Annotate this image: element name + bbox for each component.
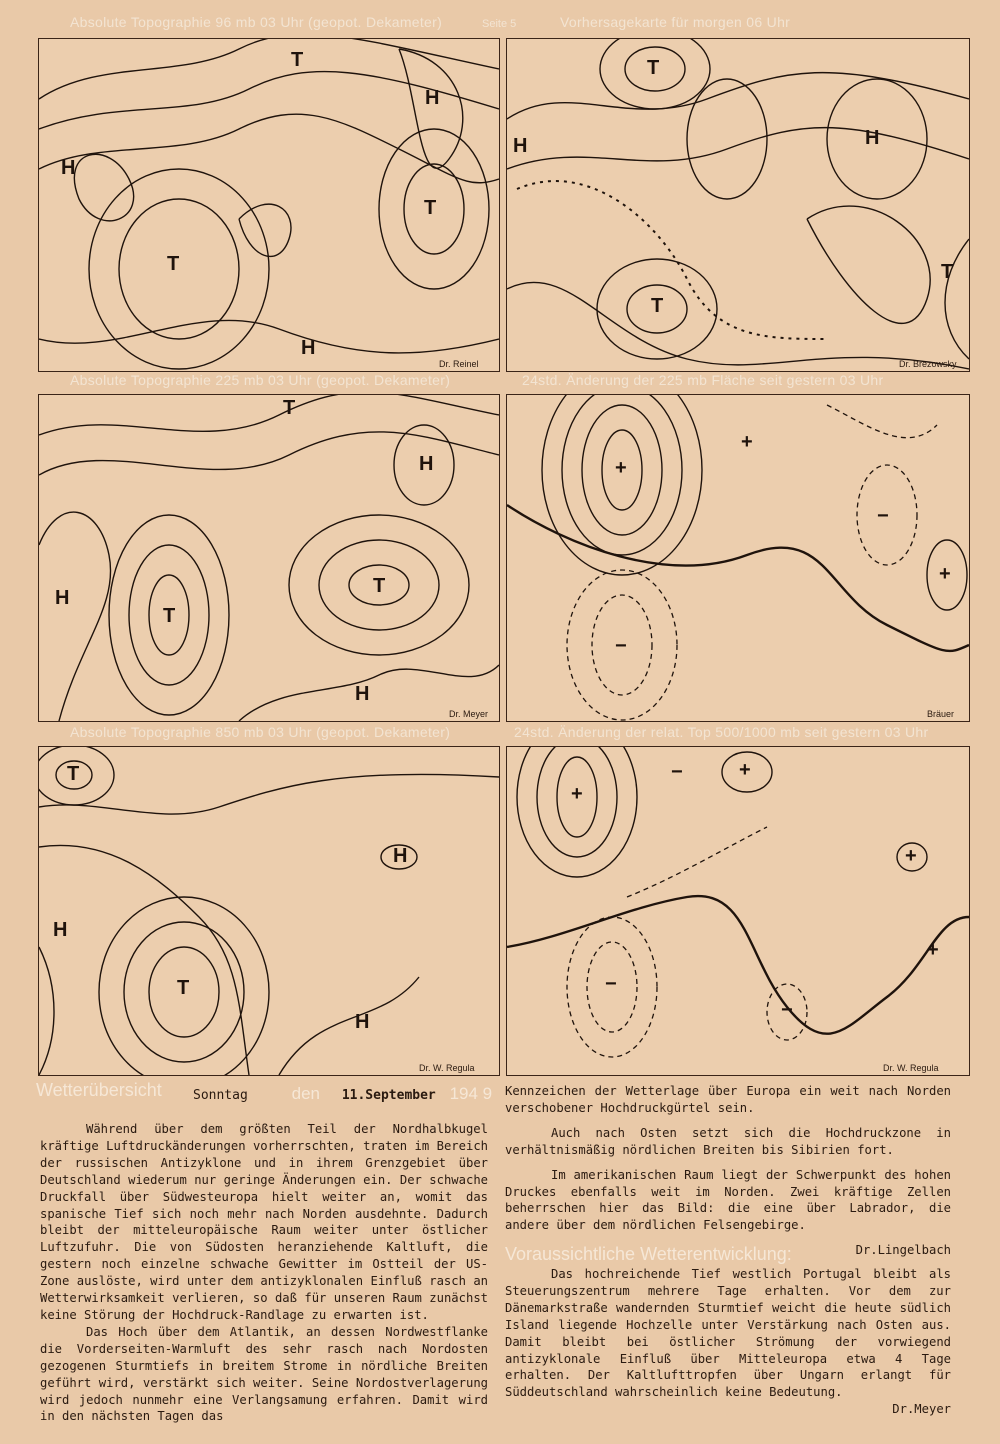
low-symbol: T bbox=[651, 295, 664, 317]
low-symbol: T bbox=[283, 397, 296, 419]
report-heading: Wetterübersicht bbox=[36, 1080, 162, 1100]
low-symbol: T bbox=[291, 49, 304, 71]
high-symbol: H bbox=[393, 845, 408, 867]
signature-meyer: Dr.Meyer bbox=[892, 1402, 951, 1417]
plus-sign: + bbox=[571, 783, 583, 805]
low-symbol: T bbox=[67, 763, 80, 785]
forecast-column bbox=[505, 1266, 951, 1418]
high-symbol: H bbox=[355, 1011, 370, 1033]
map-credit: Dr. Reinel bbox=[439, 359, 479, 369]
minus-sign: − bbox=[877, 505, 889, 527]
high-symbol: H bbox=[55, 587, 70, 609]
plus-sign: + bbox=[615, 457, 627, 479]
report-paragraph: Kennzeichen der Wetterlage über Europa ein weit nach Norden verschobener Hochdruckgürtel sein. bbox=[505, 1084, 951, 1115]
report-paragraph: Das Hoch über dem Atlantik, an dessen Nordwestflanke die Vorderseiten-Warmluft des sehr rasch nach Nordosten gezogenen Sturmtiefs in breitem Strome in nördliche Breiten geführt wird, verstärkt sich weiter. Seine Nordostverlagerung wird jedoch nunmehr eine Verlangsamung erfahren. Damit wird in den nächsten Tagen das bbox=[40, 1324, 488, 1424]
plus-sign: + bbox=[739, 759, 751, 781]
plus-sign: + bbox=[939, 563, 951, 585]
low-symbol: T bbox=[941, 261, 954, 283]
map-relat-top bbox=[506, 746, 970, 1076]
high-symbol: H bbox=[419, 453, 434, 475]
map-title-225mb: Absolute Topographie 225 mb 03 Uhr (geopot. Dekameter) bbox=[64, 372, 456, 388]
high-symbol: H bbox=[513, 135, 528, 157]
low-symbol: T bbox=[167, 253, 180, 275]
map-credit: Dr. W. Regula bbox=[883, 1063, 939, 1073]
high-symbol: H bbox=[301, 337, 316, 359]
report-column-2 bbox=[505, 1083, 951, 1259]
report-year: 194 9 bbox=[449, 1084, 493, 1103]
low-symbol: T bbox=[177, 977, 190, 999]
map-225mb-contours bbox=[39, 395, 499, 721]
plus-sign: + bbox=[741, 431, 753, 453]
map-title-96mb: Absolute Topographie 96 mb 03 Uhr (geopot. Dekameter) bbox=[64, 14, 448, 30]
map-credit: Bräuer bbox=[927, 709, 955, 719]
map-title-850mb: Absolute Topographie 850 mb 03 Uhr (geopot. Dekameter) bbox=[64, 724, 456, 740]
report-column-1 bbox=[40, 1121, 488, 1425]
plus-sign: + bbox=[905, 845, 917, 867]
map-850mb-contours bbox=[39, 747, 499, 1075]
forecast-heading: Voraussichtliche Wetterentwicklung: bbox=[505, 1244, 792, 1264]
map-title-225-change: 24std. Änderung der 225 mb Fläche seit gestern 03 Uhr bbox=[516, 372, 889, 388]
forecast-paragraph: Das hochreichende Tief westlich Portugal bleibt als Steuerungszentrum mehrere Tage erhalten. Vor dem zur Dänemarkstraße wandernden Sturmtief weicht die heute südlich Island liegende Hochzelle unter Verstärkung nach Osten aus. Damit bleibt bei östlicher Strömung der vorwiegend antizyklonale Einfluß über Mitteleuropa etwa 4 Tage erhalten. Der Kaltlufttropfen über Ungarn erlangt für Süddeutschland wahrscheinlich keine Bedeutung. bbox=[505, 1267, 951, 1400]
signature-lingelbach: Dr.Lingelbach bbox=[855, 1243, 951, 1258]
map-title-relat-top: 24std. Änderung der relat. Top 500/1000 mb seit gestern 03 Uhr bbox=[508, 724, 934, 740]
high-symbol: H bbox=[61, 157, 76, 179]
minus-sign: − bbox=[671, 761, 683, 783]
map-850mb bbox=[38, 746, 500, 1076]
low-symbol: T bbox=[163, 605, 176, 627]
map-title-forecast: Vorhersagekarte für morgen 06 Uhr bbox=[554, 14, 796, 30]
map-96mb bbox=[38, 38, 500, 372]
report-paragraph: Im amerikanischen Raum liegt der Schwerpunkt des hohen Druckes ebenfalls weit im Norden. Zwei kräftige Zellen beherrschen hier das Bild: die eine über Labrador, die andere über dem nördlichen Felsengebirge. bbox=[505, 1167, 951, 1233]
minus-sign: − bbox=[605, 973, 617, 995]
minus-sign: − bbox=[781, 999, 793, 1021]
map-225-change-lines bbox=[507, 395, 969, 721]
map-forecast bbox=[506, 38, 970, 372]
map-credit: Dr. Brezowsky bbox=[899, 359, 957, 369]
high-symbol: H bbox=[425, 87, 440, 109]
report-day: Sonntag bbox=[193, 1088, 248, 1103]
report-den: den bbox=[291, 1084, 320, 1103]
map-225mb bbox=[38, 394, 500, 722]
report-date: 11.September bbox=[341, 1088, 436, 1103]
high-symbol: H bbox=[355, 683, 370, 705]
low-symbol: T bbox=[424, 197, 437, 219]
page-number: Seite 5 bbox=[482, 18, 517, 30]
map-225-change bbox=[506, 394, 970, 722]
high-symbol: H bbox=[53, 919, 68, 941]
report-paragraph: Auch nach Osten setzt sich die Hochdruckzone in verhältnismäßig nördlichen Breiten bis Sibirien fort. bbox=[505, 1125, 951, 1157]
map-forecast-isobars bbox=[507, 39, 969, 371]
low-symbol: T bbox=[647, 57, 660, 79]
low-symbol: T bbox=[373, 575, 386, 597]
map-credit: Dr. W. Regula bbox=[419, 1063, 475, 1073]
map-credit: Dr. Meyer bbox=[449, 709, 489, 719]
high-symbol: H bbox=[865, 127, 880, 149]
minus-sign: − bbox=[615, 635, 627, 657]
report-paragraph: Während über dem größten Teil der Nordhalbkugel kräftige Luftdruckänderungen vorherrschten, traten im Bereich der russischen Antizyklone und in ihrem Grenzgebiet über Deutschland wiederum nur geringe Änderungen ein. Der schwache Druckfall über Südwesteuropa hielt weiter an, womit das spanische Tief sich noch mehr nach Norden ausdehnte. Dadurch bleibt der mitteleuropäische Raum weiter unter östlicher Luftzufuhr. Die von Südosten heranziehende Kaltluft, die gestern noch einzelne schwache Gewitter im Ostteil der US-Zone auslöste, wird unter dem antizyklonalen Einfluß rasch an Wetterwirksamkeit verlieren, so daß für unseren Raum zunächst keine Störung der Hochdruck-Randlage zu erwarten ist. bbox=[40, 1122, 488, 1322]
report-dateline bbox=[193, 1084, 492, 1104]
plus-sign: + bbox=[927, 939, 939, 961]
